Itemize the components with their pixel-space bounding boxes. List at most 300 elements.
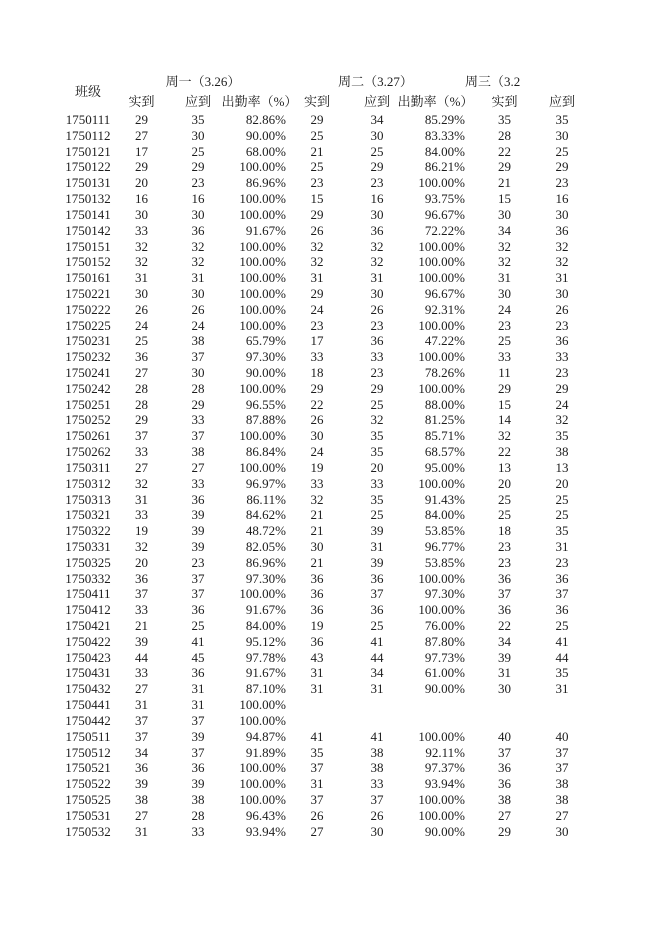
- clipped-cell: [580, 634, 662, 650]
- value-cell: 29: [370, 159, 384, 175]
- table-row: [56, 634, 662, 650]
- clipped-cell: [580, 507, 662, 523]
- table-row: [56, 412, 662, 428]
- value-cell: [348, 697, 406, 713]
- value-cell: 84.62%: [245, 507, 286, 523]
- value-cell: 91.89%: [245, 744, 286, 760]
- class-id-cell: 1750231: [65, 333, 111, 349]
- value-cell: 100.00%: [418, 791, 465, 807]
- value-cell: 30: [191, 285, 205, 301]
- value-cell: 31: [191, 697, 205, 713]
- value-cell: 91.67%: [245, 222, 286, 238]
- value-cell: 68.00%: [245, 143, 286, 159]
- value-cell: 68.57%: [424, 444, 465, 460]
- value-cell: 36: [555, 602, 569, 618]
- class-id-cell: 1750262: [65, 444, 111, 460]
- value-cell: 35: [370, 491, 384, 507]
- value-cell: 41: [191, 633, 205, 649]
- value-cell: 35: [498, 112, 511, 127]
- actual-count-header: 实到: [491, 94, 518, 109]
- value-cell: 86.21%: [424, 159, 465, 175]
- value-cell: 100.00%: [239, 301, 286, 317]
- value-cell: 30: [498, 285, 511, 301]
- table-row: [56, 381, 662, 397]
- clipped-cell: [580, 428, 662, 444]
- class-id-cell: 1750441: [65, 697, 111, 713]
- value-cell: 30: [555, 285, 569, 301]
- table-row: [56, 397, 662, 413]
- actual-count-header: 实到: [303, 94, 330, 109]
- clipped-cell: [580, 254, 662, 270]
- value-cell: 33: [310, 349, 324, 365]
- week1-group-header: 周一（3.26）: [165, 74, 241, 89]
- class-id-cell: 1750511: [65, 728, 111, 744]
- value-cell: 35: [310, 744, 324, 760]
- value-cell: 47.22%: [424, 333, 465, 349]
- value-cell: 36: [310, 602, 324, 618]
- class-id-cell: 1750111: [65, 112, 111, 127]
- attendance-rate-header: [221, 92, 298, 112]
- sub-header-row: [56, 92, 662, 112]
- clipped-cell: [580, 824, 662, 840]
- value-cell: 36: [191, 491, 205, 507]
- value-cell: 37: [135, 428, 148, 444]
- table-row: [56, 555, 662, 571]
- value-cell: 97.30%: [245, 570, 286, 586]
- value-cell: 27: [135, 127, 148, 143]
- value-cell: 16: [555, 191, 569, 207]
- class-id-cell: 1750112: [65, 127, 111, 143]
- clipped-cell: [580, 381, 662, 397]
- value-cell: 100.00%: [239, 712, 286, 728]
- value-cell: 41: [310, 728, 324, 744]
- value-cell: 22: [498, 143, 511, 159]
- value-cell: 96.55%: [245, 396, 286, 412]
- value-cell: 36: [498, 570, 511, 586]
- value-cell: 33: [135, 602, 148, 618]
- value-cell: 25: [555, 618, 569, 633]
- value-cell: 33: [498, 349, 511, 365]
- clipped-cell: [580, 713, 662, 729]
- value-cell: 28: [498, 127, 511, 143]
- value-cell: 37: [135, 712, 148, 728]
- table-row: [56, 270, 662, 286]
- table-row: [56, 239, 662, 255]
- value-cell: 100.00%: [418, 570, 465, 586]
- value-cell: 16: [135, 191, 148, 207]
- table-row: [56, 112, 662, 128]
- value-cell: 45: [191, 649, 205, 665]
- value-cell: 34: [498, 222, 511, 238]
- table-row: [56, 318, 662, 334]
- value-cell: 30: [135, 206, 148, 222]
- attendance-rate-header-label: 出勤率（%）: [397, 94, 474, 109]
- class-id-cell: 1750442: [65, 712, 111, 728]
- value-cell: 26: [310, 412, 324, 428]
- table-row: [56, 713, 662, 729]
- value-cell: 37: [555, 760, 569, 776]
- value-cell: 32: [191, 238, 205, 254]
- value-cell: 100.00%: [418, 602, 465, 618]
- value-cell: 25: [370, 396, 384, 412]
- value-cell: 26: [135, 301, 148, 317]
- table-row: [56, 665, 662, 681]
- value-cell: [406, 713, 465, 729]
- class-id-cell: 1750422: [65, 633, 111, 649]
- value-cell: 25: [135, 333, 148, 349]
- value-cell: 23: [555, 365, 569, 380]
- value-cell: 27: [135, 807, 148, 823]
- value-cell: 29: [498, 380, 511, 396]
- value-cell: 44: [555, 649, 569, 665]
- value-cell: 32: [310, 254, 324, 270]
- value-cell: 20: [135, 175, 148, 191]
- value-cell: 36: [191, 222, 205, 238]
- actual-count-header: 实到: [128, 94, 155, 109]
- value-cell: 24: [555, 396, 569, 412]
- value-cell: 86.11%: [246, 491, 286, 507]
- clipped-cell: [580, 270, 662, 286]
- value-cell: 25: [555, 491, 569, 507]
- clipped-cell: [580, 681, 662, 697]
- value-cell: 38: [191, 333, 205, 349]
- value-cell: 39: [191, 523, 205, 539]
- value-cell: 36: [135, 349, 148, 365]
- value-cell: 97.30%: [245, 349, 286, 365]
- class-id-cell: 1750521: [65, 760, 111, 776]
- value-cell: 24: [191, 317, 205, 333]
- value-cell: 18: [498, 523, 511, 539]
- class-id-cell: 1750531: [65, 807, 111, 823]
- clipped-cell: [580, 586, 662, 602]
- clipped-cell: [580, 729, 662, 745]
- value-cell: 23: [555, 175, 569, 191]
- class-id-cell: 1750512: [65, 744, 111, 760]
- value-cell: 29: [135, 159, 148, 175]
- clipped-cell: [580, 286, 662, 302]
- value-cell: 31: [135, 491, 148, 507]
- value-cell: 36: [310, 570, 324, 586]
- value-cell: 21: [310, 523, 324, 539]
- value-cell: 38: [370, 760, 384, 776]
- value-cell: 95.12%: [245, 633, 286, 649]
- value-cell: 35: [555, 523, 569, 539]
- value-cell: 37: [191, 349, 205, 365]
- table-row: [56, 618, 662, 634]
- value-cell: 13: [498, 459, 511, 475]
- value-cell: 13: [555, 459, 569, 475]
- value-cell: 29: [310, 285, 324, 301]
- value-cell: 37: [310, 791, 324, 807]
- expected-count-header: 应到: [363, 94, 390, 109]
- value-cell: 91.43%: [424, 491, 465, 507]
- table-row: [56, 144, 662, 160]
- value-cell: 36: [135, 760, 148, 776]
- value-cell: 84.00%: [245, 618, 286, 633]
- value-cell: 28: [191, 807, 205, 823]
- class-id-cell: 1750423: [65, 649, 111, 665]
- table-row: [56, 302, 662, 318]
- value-cell: 24: [310, 301, 324, 317]
- clipped-cell: [580, 302, 662, 318]
- value-cell: 86.96%: [245, 554, 286, 570]
- value-cell: 32: [370, 254, 384, 270]
- clipped-cell: [580, 776, 662, 792]
- clipped-column-header: [580, 92, 662, 112]
- class-id-cell: 1750161: [65, 270, 111, 286]
- value-cell: 31: [555, 270, 569, 286]
- clipped-cell: [580, 223, 662, 239]
- value-cell: 25: [310, 159, 324, 175]
- class-id-cell: 1750532: [65, 823, 111, 839]
- value-cell: 100.00%: [239, 760, 286, 776]
- value-cell: 30: [191, 127, 205, 143]
- class-id-cell: 1750151: [65, 238, 111, 254]
- table-row: [56, 507, 662, 523]
- value-cell: 32: [135, 238, 148, 254]
- class-id-cell: 1750221: [65, 285, 111, 301]
- value-cell: 87.10%: [245, 681, 286, 697]
- value-cell: 31: [135, 270, 148, 286]
- value-cell: 100.00%: [418, 254, 465, 270]
- value-cell: 33: [370, 475, 384, 491]
- table-row: [56, 602, 662, 618]
- value-cell: 82.86%: [245, 112, 286, 127]
- class-id-cell: 1750431: [65, 665, 111, 681]
- week2-group-header: 周二（3.27）: [338, 74, 413, 89]
- value-cell: 33: [191, 412, 205, 428]
- value-cell: 19: [135, 523, 148, 539]
- class-id-cell: 1750411: [65, 586, 111, 602]
- value-cell: 32: [498, 428, 511, 444]
- value-cell: 39: [370, 554, 384, 570]
- value-cell: 23: [310, 317, 324, 333]
- value-cell: 85.71%: [424, 428, 465, 444]
- value-cell: 91.67%: [245, 665, 286, 681]
- value-cell: 96.67%: [424, 285, 465, 301]
- value-cell: 36: [498, 602, 511, 618]
- value-cell: 15: [310, 191, 324, 207]
- expected-count-header: 应到: [548, 94, 575, 109]
- value-cell: 36: [310, 586, 324, 602]
- week-header-row: [56, 72, 662, 92]
- table-row: [56, 254, 662, 270]
- value-cell: 23: [555, 554, 569, 570]
- value-cell: 35: [555, 428, 569, 444]
- value-cell: [544, 697, 580, 713]
- class-id-cell: 1750152: [65, 254, 111, 270]
- clipped-cell: [580, 571, 662, 587]
- clipped-cell: [580, 476, 662, 492]
- value-cell: 31: [370, 270, 384, 286]
- table-row: [56, 729, 662, 745]
- value-cell: 39: [191, 728, 205, 744]
- value-cell: 23: [498, 538, 511, 554]
- table-row: [56, 476, 662, 492]
- value-cell: 30: [191, 365, 205, 380]
- class-id-cell: 1750121: [65, 143, 111, 159]
- value-cell: 92.11%: [425, 744, 465, 760]
- value-cell: 29: [310, 380, 324, 396]
- value-cell: 36: [555, 222, 569, 238]
- class-id-cell: 1750122: [65, 159, 111, 175]
- value-cell: 23: [498, 554, 511, 570]
- class-id-cell: 1750141: [65, 206, 111, 222]
- value-cell: 27: [310, 823, 324, 839]
- value-cell: 32: [135, 538, 148, 554]
- value-cell: 31: [555, 681, 569, 697]
- clipped-cell: [580, 239, 662, 255]
- value-cell: 65.79%: [245, 333, 286, 349]
- value-cell: 36: [191, 602, 205, 618]
- table-row: [56, 745, 662, 761]
- value-cell: 21: [310, 507, 324, 523]
- value-cell: 27: [135, 365, 148, 380]
- value-cell: 30: [555, 206, 569, 222]
- value-cell: [465, 697, 544, 713]
- clipped-cell: [580, 159, 662, 175]
- value-cell: 21: [310, 143, 324, 159]
- value-cell: 28: [135, 396, 148, 412]
- clipped-cell: [580, 650, 662, 666]
- value-cell: 36: [555, 333, 569, 349]
- value-cell: 30: [498, 681, 511, 697]
- value-cell: 48.72%: [245, 523, 286, 539]
- value-cell: 30: [555, 823, 569, 839]
- value-cell: 19: [310, 459, 324, 475]
- clipped-cell: [580, 365, 662, 381]
- value-cell: 27: [135, 681, 148, 697]
- class-id-cell: 1750322: [65, 523, 111, 539]
- value-cell: 31: [370, 538, 384, 554]
- value-cell: 38: [191, 444, 205, 460]
- value-cell: 32: [555, 254, 569, 270]
- clipped-cell: [580, 618, 662, 634]
- value-cell: 35: [555, 665, 569, 681]
- value-cell: 31: [191, 270, 205, 286]
- attendance-rate-header: [397, 92, 474, 112]
- value-cell: 22: [310, 396, 324, 412]
- value-cell: 32: [555, 238, 569, 254]
- table-row: [56, 824, 662, 840]
- value-cell: 33: [135, 222, 148, 238]
- value-cell: 23: [555, 317, 569, 333]
- value-cell: 90.00%: [245, 365, 286, 380]
- week3-group-header: 周三（3.2: [465, 74, 521, 89]
- value-cell: 100.00%: [239, 285, 286, 301]
- value-cell: 90.00%: [424, 823, 465, 839]
- value-cell: 29: [135, 412, 148, 428]
- clipped-cell: [580, 397, 662, 413]
- value-cell: 97.30%: [424, 586, 465, 602]
- table-row: [56, 539, 662, 555]
- value-cell: 34: [370, 665, 384, 681]
- clipped-cell: [580, 191, 662, 207]
- class-id-cell: 1750412: [65, 602, 111, 618]
- value-cell: 25: [370, 507, 384, 523]
- value-cell: 23: [370, 317, 384, 333]
- clipped-cell: [580, 207, 662, 223]
- value-cell: 39: [135, 633, 148, 649]
- value-cell: 100.00%: [239, 586, 286, 602]
- value-cell: 33: [135, 665, 148, 681]
- value-cell: 23: [498, 317, 511, 333]
- clipped-cell: [580, 444, 662, 460]
- value-cell: 100.00%: [239, 238, 286, 254]
- value-cell: 23: [191, 175, 205, 191]
- value-cell: 24: [498, 301, 511, 317]
- value-cell: 84.00%: [424, 507, 465, 523]
- value-cell: [286, 697, 348, 713]
- value-cell: 100.00%: [418, 728, 465, 744]
- clipped-cell: [580, 555, 662, 571]
- table-row: [56, 697, 662, 713]
- value-cell: 26: [370, 807, 384, 823]
- class-id-cell: 1750222: [65, 301, 111, 317]
- value-cell: 38: [135, 791, 148, 807]
- value-cell: 29: [498, 823, 511, 839]
- value-cell: 83.33%: [424, 127, 465, 143]
- value-cell: 23: [370, 365, 384, 380]
- class-id-cell: 1750251: [65, 396, 111, 412]
- value-cell: 20: [555, 475, 569, 491]
- value-cell: 32: [370, 412, 384, 428]
- class-id-cell: 1750432: [65, 681, 111, 697]
- value-cell: 96.43%: [245, 807, 286, 823]
- value-cell: 32: [370, 238, 384, 254]
- value-cell: 37: [310, 760, 324, 776]
- value-cell: 33: [135, 444, 148, 460]
- table-row: [56, 159, 662, 175]
- value-cell: 100.00%: [418, 238, 465, 254]
- value-cell: 30: [370, 127, 384, 143]
- value-cell: 32: [555, 412, 569, 428]
- value-cell: 31: [310, 681, 324, 697]
- value-cell: 19: [310, 618, 324, 633]
- value-cell: 93.94%: [245, 823, 286, 839]
- table-row: [56, 650, 662, 666]
- clipped-cell: [580, 808, 662, 824]
- value-cell: 28: [135, 380, 148, 396]
- value-cell: 97.37%: [424, 760, 465, 776]
- value-cell: 87.80%: [424, 633, 465, 649]
- value-cell: 96.67%: [424, 206, 465, 222]
- value-cell: 30: [498, 206, 511, 222]
- value-cell: 100.00%: [418, 349, 465, 365]
- value-cell: 20: [135, 554, 148, 570]
- value-cell: 37: [191, 428, 205, 444]
- value-cell: 100.00%: [418, 175, 465, 191]
- value-cell: 86.84%: [245, 444, 286, 460]
- attendance-rate-header-label: 出勤率（%）: [221, 94, 298, 109]
- value-cell: 87.88%: [245, 412, 286, 428]
- value-cell: 88.00%: [424, 396, 465, 412]
- value-cell: 36: [498, 776, 511, 792]
- class-id-cell: 1750131: [65, 175, 111, 191]
- value-cell: 30: [370, 823, 384, 839]
- value-cell: 33: [310, 475, 324, 491]
- value-cell: 100.00%: [239, 254, 286, 270]
- table-body: [56, 112, 662, 839]
- value-cell: 32: [191, 254, 205, 270]
- value-cell: 26: [555, 301, 569, 317]
- value-cell: 20: [498, 475, 511, 491]
- value-cell: 37: [555, 586, 569, 602]
- value-cell: 95.00%: [424, 459, 465, 475]
- class-id-cell: 1750421: [65, 618, 111, 633]
- value-cell: 41: [555, 633, 569, 649]
- value-cell: 30: [555, 127, 569, 143]
